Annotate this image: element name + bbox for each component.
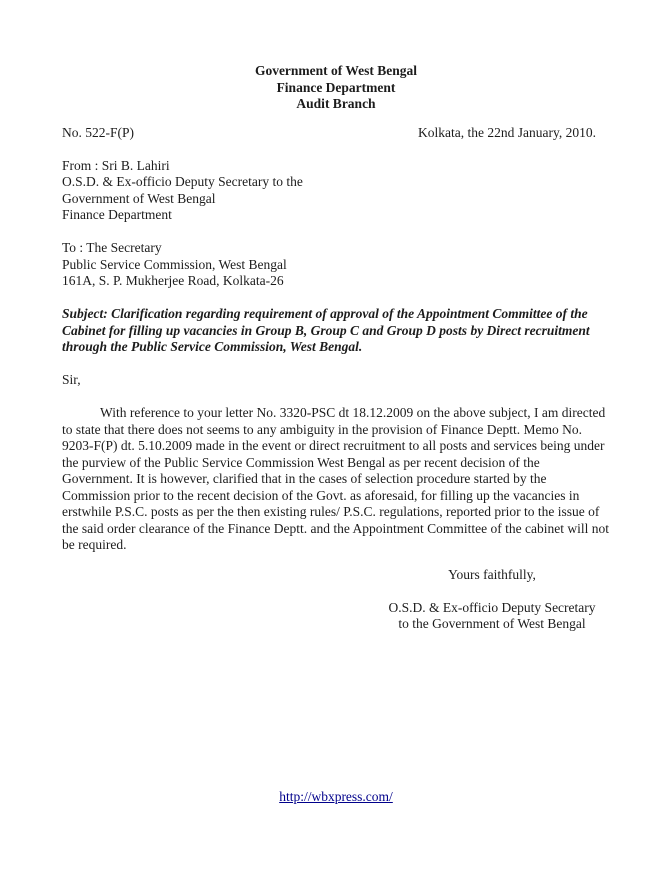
branch-name: Audit Branch	[296, 96, 376, 111]
department-name: Finance Department	[276, 79, 396, 95]
page-footer	[0, 789, 672, 806]
body-paragraph: With reference to your letter No. 3320-PSC dt 18.12.2009 on the above subject, I am directed to state that there does not seems to any ambiguity in the provision of Finance Deptt. Memo No. 9203-F(P) dt. 5.10.2009 made in the event or direct recruitment to all posts and services being under the purview of the Public Service Commission West Bengal as per recent decision of the Government. It is however, clarified that in the cases of selection procedure started by the Commission prior to the recent decision of the Govt. as aforesaid, for filling up the vacancies in erstwhile P.S.C. posts as per the then existing rules/ P.S.C. regulations, reported prior to the issue of the said order clearance of the Finance Deptt. and the Appointment Committee of the cabinet will not be required.	[62, 405, 609, 552]
reference-row	[62, 125, 610, 142]
footer-link[interactable]: http://wbxpress.com/	[279, 789, 393, 804]
memo-number: No. 522-F(P)	[62, 124, 135, 140]
from-block	[62, 158, 610, 224]
letter-head	[62, 63, 610, 113]
from-line: Finance Department	[62, 207, 172, 222]
signature-block	[387, 567, 597, 633]
from-line: Government of West Bengal	[62, 190, 216, 206]
subject-line: Subject: Clarification regarding requirement of approval of the Appointment Committee of the Cabinet for filling up vacancies in Group B, Group C and Group D posts by Direct recruitment through the Public Service Commission, West Bengal.	[62, 306, 590, 354]
to-line: To : The Secretary	[62, 240, 162, 255]
from-line: From : Sri B. Lahiri	[62, 157, 170, 173]
to-line: 161A, S. P. Mukherjee Road, Kolkata-26	[62, 273, 284, 288]
salutation: Sir,	[62, 372, 81, 387]
from-line: O.S.D. & Ex-officio Deputy Secretary to the	[62, 174, 303, 189]
signatory-line: to the Government of West Bengal	[398, 616, 586, 631]
to-line: Public Service Commission, West Bengal	[62, 256, 287, 272]
org-name: Government of West Bengal	[254, 63, 418, 78]
signatory-line: O.S.D. & Ex-officio Deputy Secretary	[388, 599, 596, 615]
to-block	[62, 240, 610, 290]
place-and-date: Kolkata, the 22nd January, 2010.	[418, 124, 596, 140]
valediction: Yours faithfully,	[448, 566, 536, 582]
